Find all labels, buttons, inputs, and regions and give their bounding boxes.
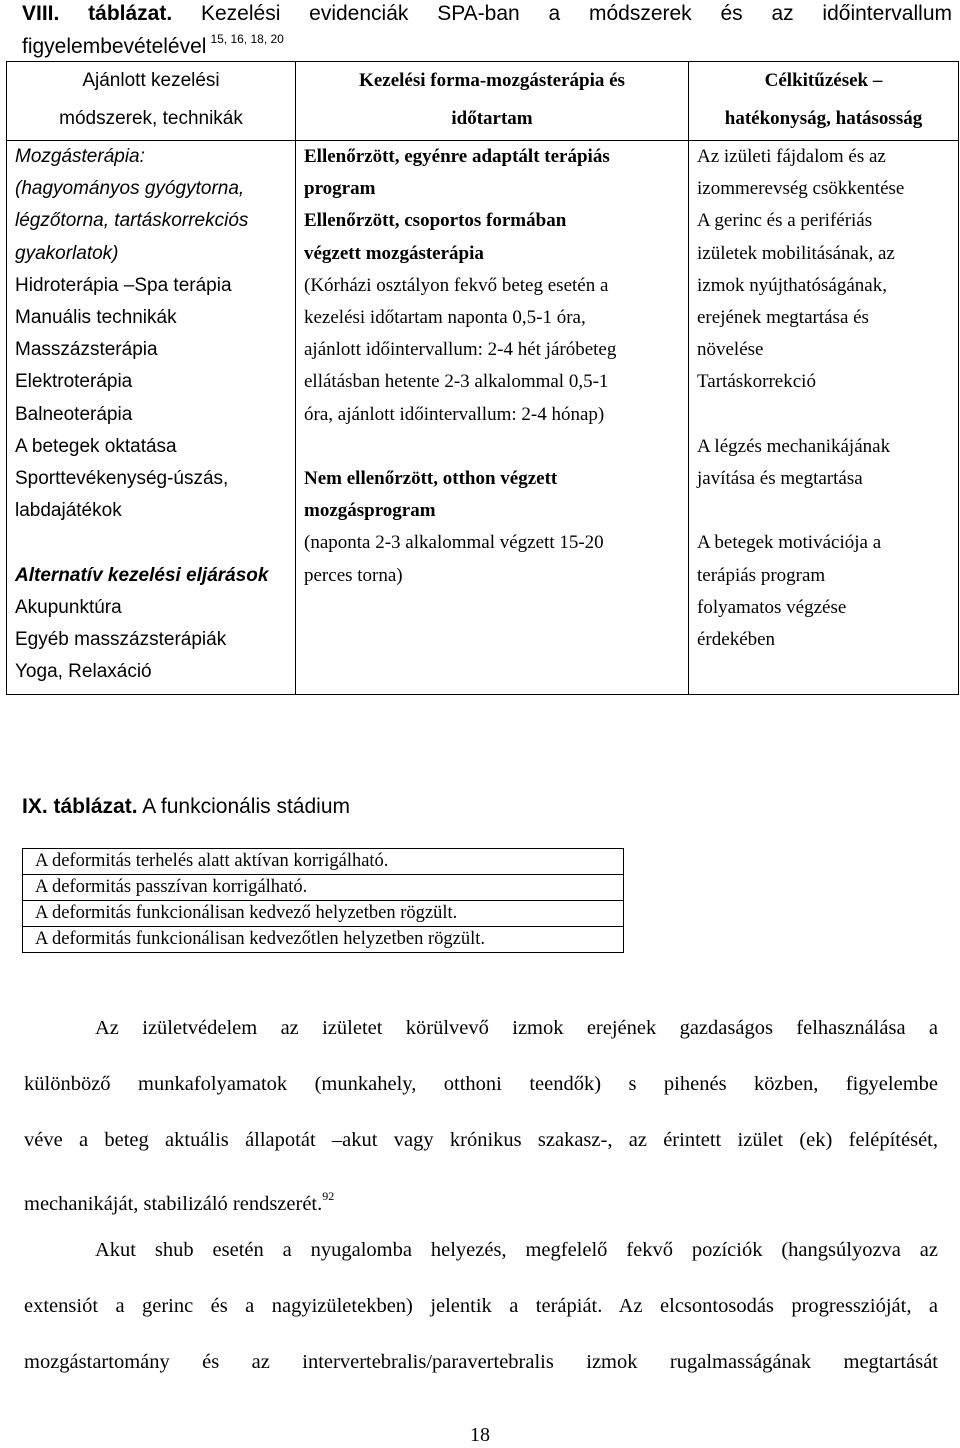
objectives-cell bbox=[689, 141, 959, 695]
methods-line: Manuális technikák bbox=[15, 307, 177, 329]
objective-line: izmok nyújthatóságának, bbox=[697, 274, 887, 296]
objective-line: Az izületi fájdalom és az bbox=[697, 146, 886, 167]
paragraph-line: Akut shub esetén a nyugalomba helyezés, megfelelő fekvő pozíciók (hangsúlyozva az bbox=[95, 1239, 938, 1261]
table-row bbox=[23, 849, 624, 875]
treatment-line: kezelési időtartam naponta 0,5-1 óra, bbox=[304, 307, 586, 329]
table8-title bbox=[22, 0, 952, 28]
methods-line: légzőtorna, tartáskorrekciós bbox=[15, 210, 249, 232]
stage-cell: A deformitás funkcionálisan kedvezőtlen helyzetben rögzült. bbox=[23, 927, 624, 953]
methods-line: Alternatív kezelési eljárások bbox=[15, 564, 269, 586]
table-row bbox=[23, 927, 624, 953]
table8-body-row bbox=[7, 141, 959, 695]
methods-line: A betegek oktatása bbox=[15, 435, 177, 457]
methods-line: Egyéb masszázsterápiák bbox=[15, 629, 227, 651]
treatment-line: ellátásban hetente 2-3 alkalommal 0,5-1 bbox=[304, 371, 609, 393]
header-treatment-form: Kezelési forma-mozgásterápia és időtartam bbox=[296, 62, 689, 141]
objective-line: érdekében bbox=[697, 629, 776, 651]
stage-cell: A deformitás funkcionálisan kedvező helyzetben rögzült. bbox=[23, 901, 624, 927]
table8-title-label: VIII. táblázat. bbox=[22, 2, 173, 25]
acute-shub-paragraph bbox=[24, 1222, 938, 1390]
treatment-evidence-table bbox=[6, 61, 959, 695]
treatment-line: program bbox=[304, 178, 376, 200]
paragraph-line: Az izületvédelem az izületet körülvevő izmok erejének gazdaságos felhasználása a bbox=[95, 1017, 938, 1039]
table8-title-continuation: figyelembevételével bbox=[22, 35, 207, 58]
objective-line: erejének megtartása és bbox=[697, 307, 869, 329]
objective-line: izommerevség csökkentése bbox=[697, 178, 905, 200]
methods-line: Mozgásterápia: bbox=[15, 146, 145, 167]
methods-line: (hagyományos gyógytorna, bbox=[15, 178, 245, 200]
treatment-form-cell bbox=[296, 141, 689, 695]
joint-protection-paragraph bbox=[24, 1000, 938, 1224]
functional-stage-table bbox=[22, 848, 624, 953]
methods-cell bbox=[7, 141, 296, 695]
methods-line: Sporttevékenység-úszás, bbox=[15, 468, 229, 490]
methods-line: Akupunktúra bbox=[15, 596, 122, 618]
paragraph-line: véve a beteg aktuális állapotát –akut vagy krónikus szakasz-, az érintett izület (ek) felépítését, bbox=[24, 1129, 938, 1151]
methods-line: Balneoterápia bbox=[15, 403, 133, 425]
header-objectives: Célkitűzések – hatékonyság, hatásosság bbox=[689, 62, 959, 141]
methods-line: labdajátékok bbox=[15, 500, 122, 522]
table9-title bbox=[22, 793, 350, 821]
treatment-line: óra, ajánlott időintervallum: 2-4 hónap) bbox=[304, 403, 605, 425]
objective-line: folyamatos végzése bbox=[697, 596, 847, 618]
objective-line: terápiás program bbox=[697, 564, 826, 586]
methods-line: Yoga, Relaxáció bbox=[15, 661, 152, 683]
page-number: 18 bbox=[470, 1424, 490, 1446]
header-methods: Ajánlott kezelési módszerek, technikák bbox=[7, 62, 296, 141]
treatment-line: Ellenőrzött, csoportos formában bbox=[304, 210, 567, 232]
stage-cell: A deformitás terhelés alatt aktívan korrigálható. bbox=[23, 849, 624, 875]
objective-line: izületek mobilitásának, az bbox=[697, 242, 895, 264]
table8-title-text: Kezelési evidenciák SPA-ban a módszerek és az időintervallum bbox=[200, 2, 952, 25]
table8-title-references: 15, 16, 18, 20 bbox=[210, 32, 284, 46]
treatment-line: (naponta 2-3 alkalommal végzett 15-20 bbox=[304, 532, 604, 554]
methods-line: Elektroterápia bbox=[15, 371, 133, 393]
table-row bbox=[23, 901, 624, 927]
treatment-line: végzett mozgásterápia bbox=[304, 242, 484, 264]
paragraph-line: mozgástartomány és az intervertebralis/paravertebralis izmok rugalmasságának megtartását bbox=[24, 1351, 938, 1373]
table8-title-line2 bbox=[22, 27, 284, 59]
objective-line: Tartáskorrekció bbox=[697, 371, 816, 393]
treatment-line: perces torna) bbox=[304, 564, 403, 586]
objective-line: növelése bbox=[697, 339, 764, 361]
methods-line: Masszázsterápia bbox=[15, 339, 158, 361]
paragraph-line: extensiót a gerinc és a nagyizületekben) jelentik a terápiát. Az elcsontosodás progresszióját, a bbox=[24, 1295, 938, 1317]
objective-line: javítása és megtartása bbox=[697, 468, 863, 490]
treatment-line: ajánlott időintervallum: 2-4 hét járóbeteg bbox=[304, 339, 617, 361]
reference-92: 92 bbox=[322, 1189, 335, 1203]
objective-line: A légzés mechanikájának bbox=[697, 435, 891, 457]
objective-line: A gerinc és a perifériás bbox=[697, 210, 873, 232]
treatment-line: Ellenőrzött, egyénre adaptált terápiás bbox=[304, 146, 610, 167]
stage-cell: A deformitás passzívan korrigálható. bbox=[23, 875, 624, 901]
methods-line: gyakorlatok) bbox=[15, 242, 119, 264]
objective-line: A betegek motivációja a bbox=[697, 532, 882, 554]
treatment-line: (Kórházi osztályon fekvő beteg esetén a bbox=[304, 274, 609, 296]
table-row bbox=[23, 875, 624, 901]
paragraph-line: különböző munkafolyamatok (munkahely, otthoni teendők) s pihenés közben, figyelembe bbox=[24, 1073, 938, 1095]
treatment-line: Nem ellenőrzött, otthon végzett bbox=[304, 468, 558, 490]
table9-title-label: IX. táblázat. bbox=[22, 795, 138, 818]
table8-header-row bbox=[7, 62, 959, 141]
paragraph-line: mechanikáját, stabilizáló rendszerét.$^{92}$ bbox=[24, 1189, 335, 1215]
table9-title-text: A funkcionális stádium bbox=[142, 795, 350, 818]
methods-line: Hidroterápia –Spa terápia bbox=[15, 274, 232, 296]
treatment-line: mozgásprogram bbox=[304, 500, 436, 522]
